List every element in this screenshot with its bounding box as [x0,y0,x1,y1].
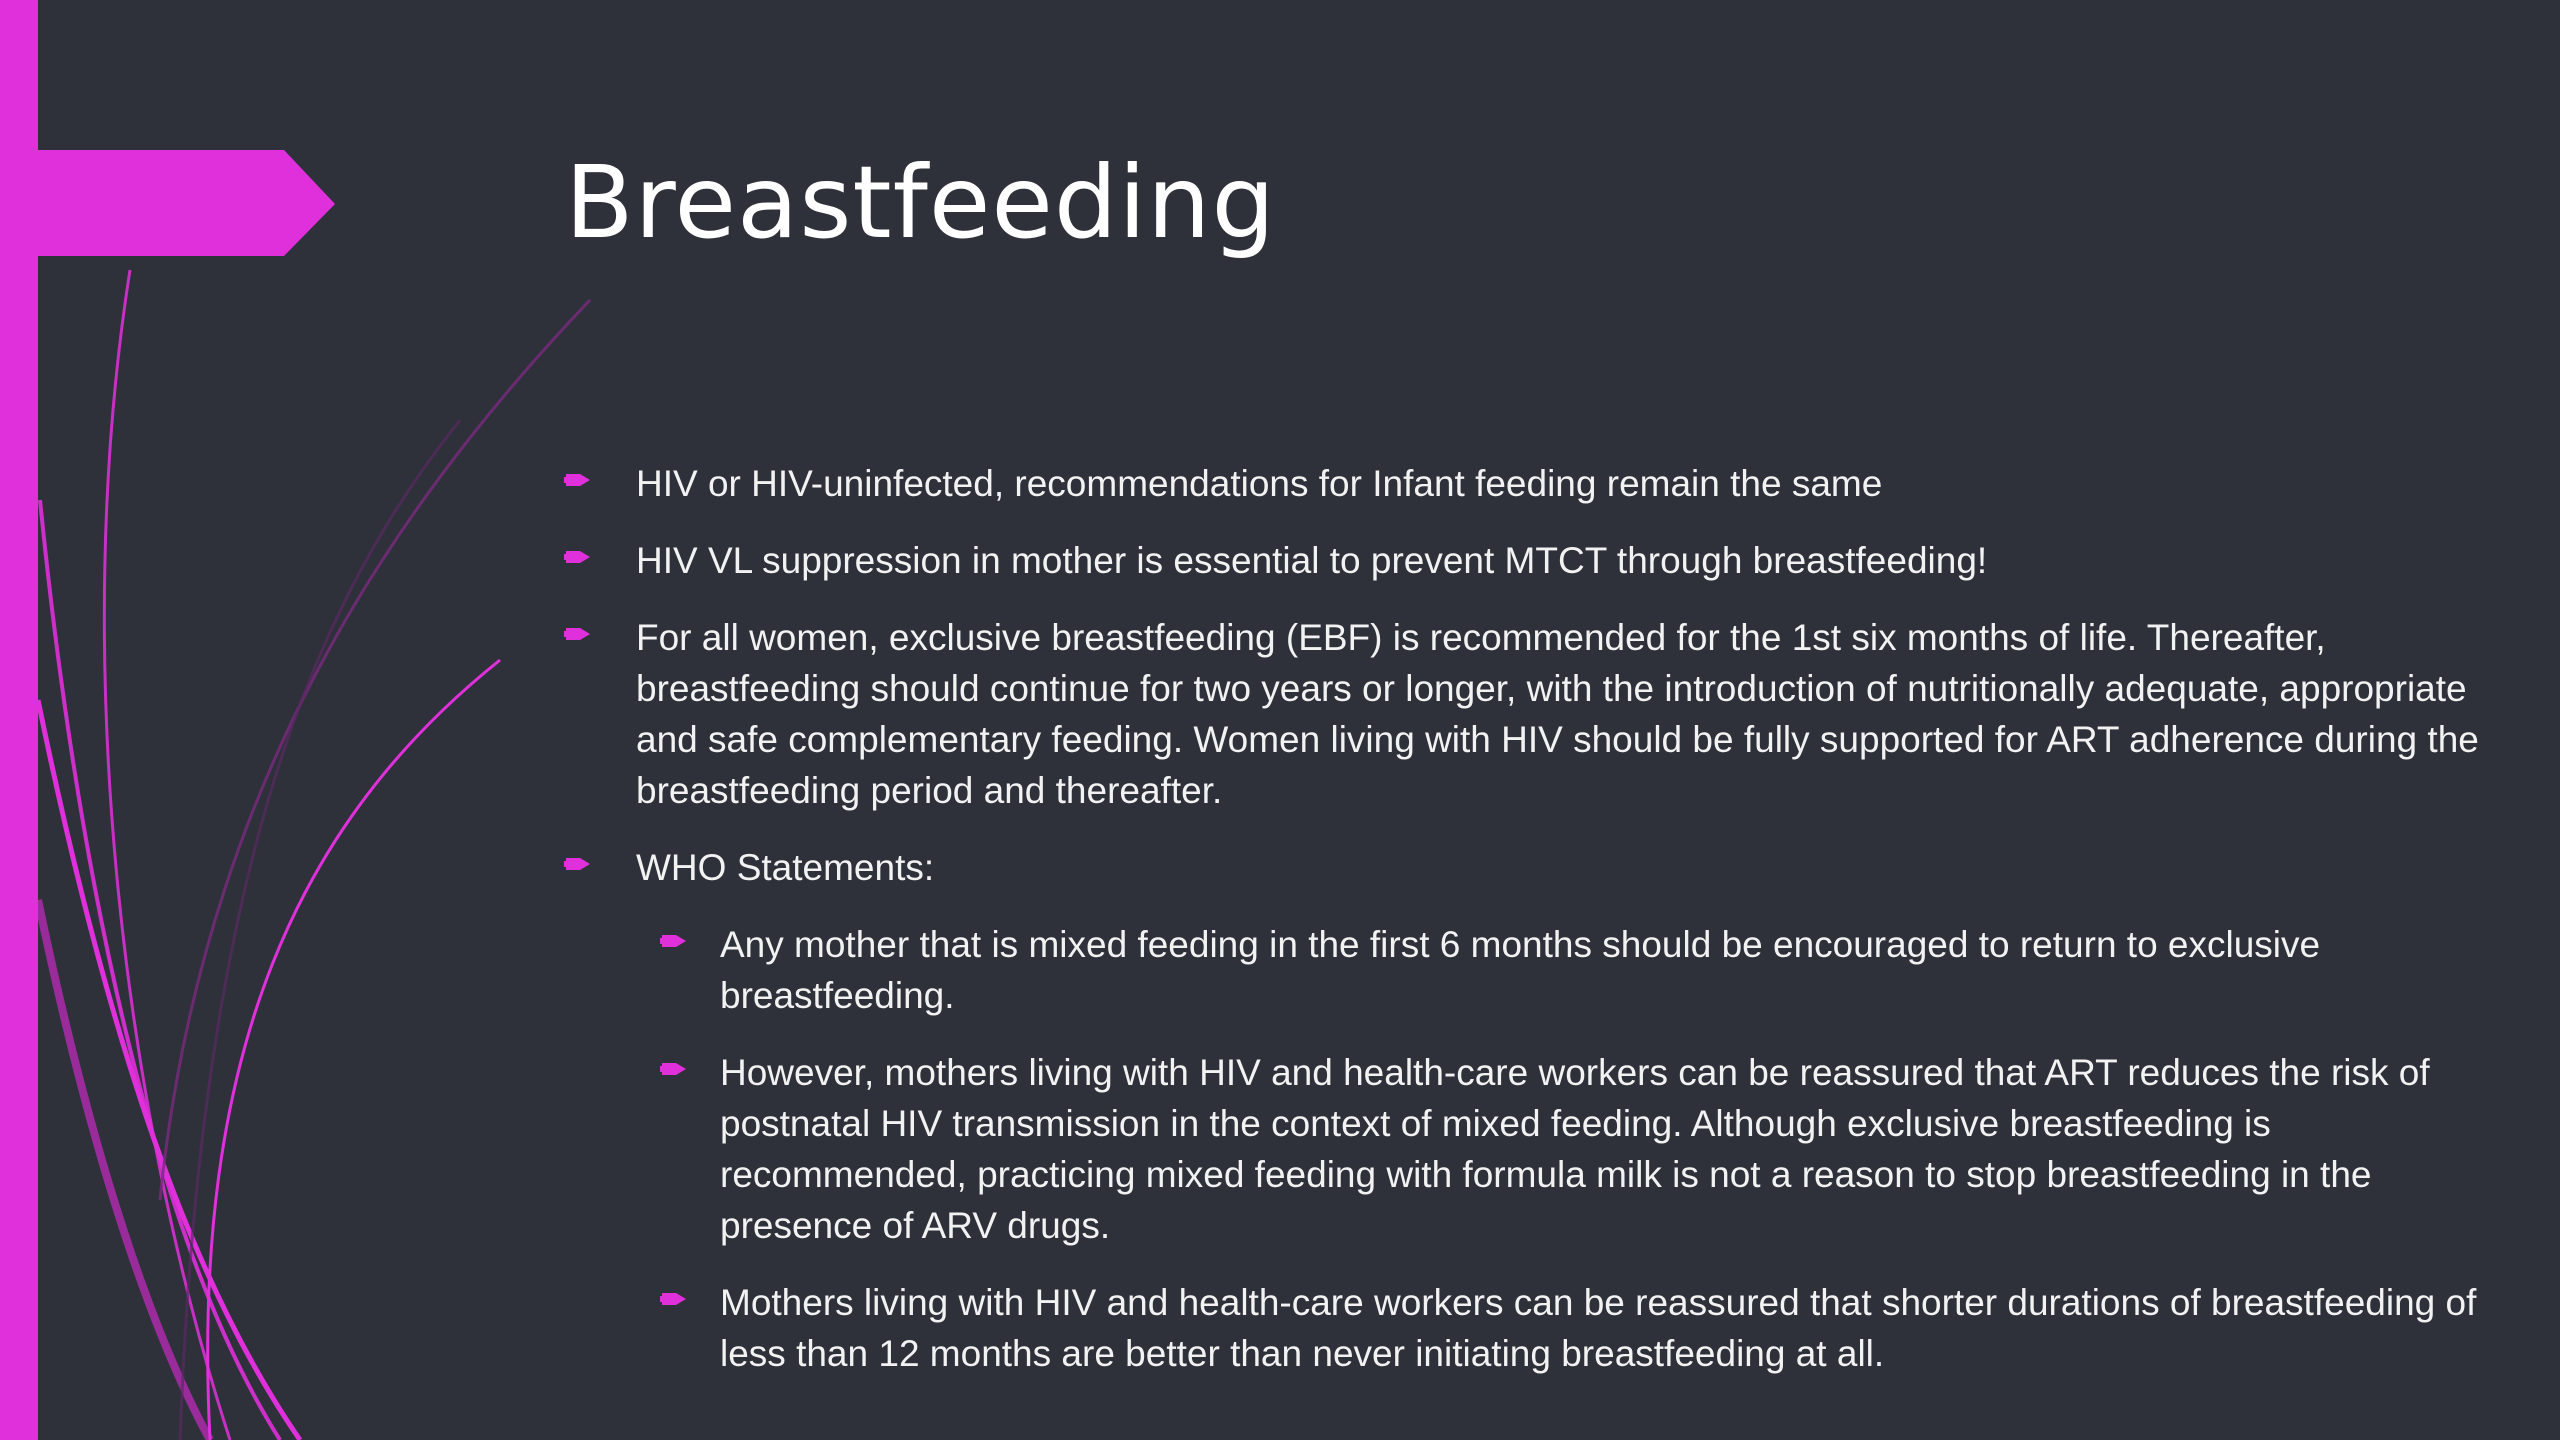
bullet-text: Any mother that is mixed feeding in the first 6 months should be encouraged to return to exclusive breastfeeding. [720,924,2321,1016]
bullet-text: However, mothers living with HIV and health-care workers can be reassured that ART reduces the risk of postnatal HIV transmission in the context of mixed feeding. Although exclusive breastfeeding is recommended, practicing mixed feeding with formula milk is not a reason to stop breastfeeding in the presence of ARV drugs. [720,1052,2430,1246]
list-item [560,612,2490,816]
list-item [560,1047,2490,1251]
list-item [560,842,2490,893]
title-arrow-tab [0,150,340,258]
pointing-hand-arrow-icon [564,547,592,567]
pointing-hand-arrow-icon [660,1289,688,1309]
list-item [560,458,2490,509]
bullet-list [560,458,2490,1405]
pointing-hand-arrow-icon [564,854,592,874]
bullet-text: WHO Statements: [636,847,935,888]
list-item [560,535,2490,586]
pointing-hand-arrow-icon [564,624,592,644]
slide-title: Breastfeeding [565,144,1276,261]
bullet-text: For all women, exclusive breastfeeding (EBF) is recommended for the 1st six months of life. Thereafter, breastfeeding should continue for two years or longer, with the introduction of nutritionally adequate, appropriate and safe complementary feeding. Women living with HIV should be fully supported for ART adherence during the breastfeeding period and thereafter. [636,617,2479,811]
list-item [560,919,2490,1021]
bullet-text: HIV or HIV-uninfected, recommendations for Infant feeding remain the same [636,463,1883,504]
pointing-hand-arrow-icon [660,1059,688,1079]
bullet-text: Mothers living with HIV and health-care workers can be reassured that shorter durations of breastfeeding of less than 12 months are better than never initiating breastfeeding at all. [720,1282,2477,1374]
pointing-hand-arrow-icon [564,470,592,490]
list-item [560,1277,2490,1379]
bullet-text: HIV VL suppression in mother is essential to prevent MTCT through breastfeeding! [636,540,1988,581]
pointing-hand-arrow-icon [660,931,688,951]
